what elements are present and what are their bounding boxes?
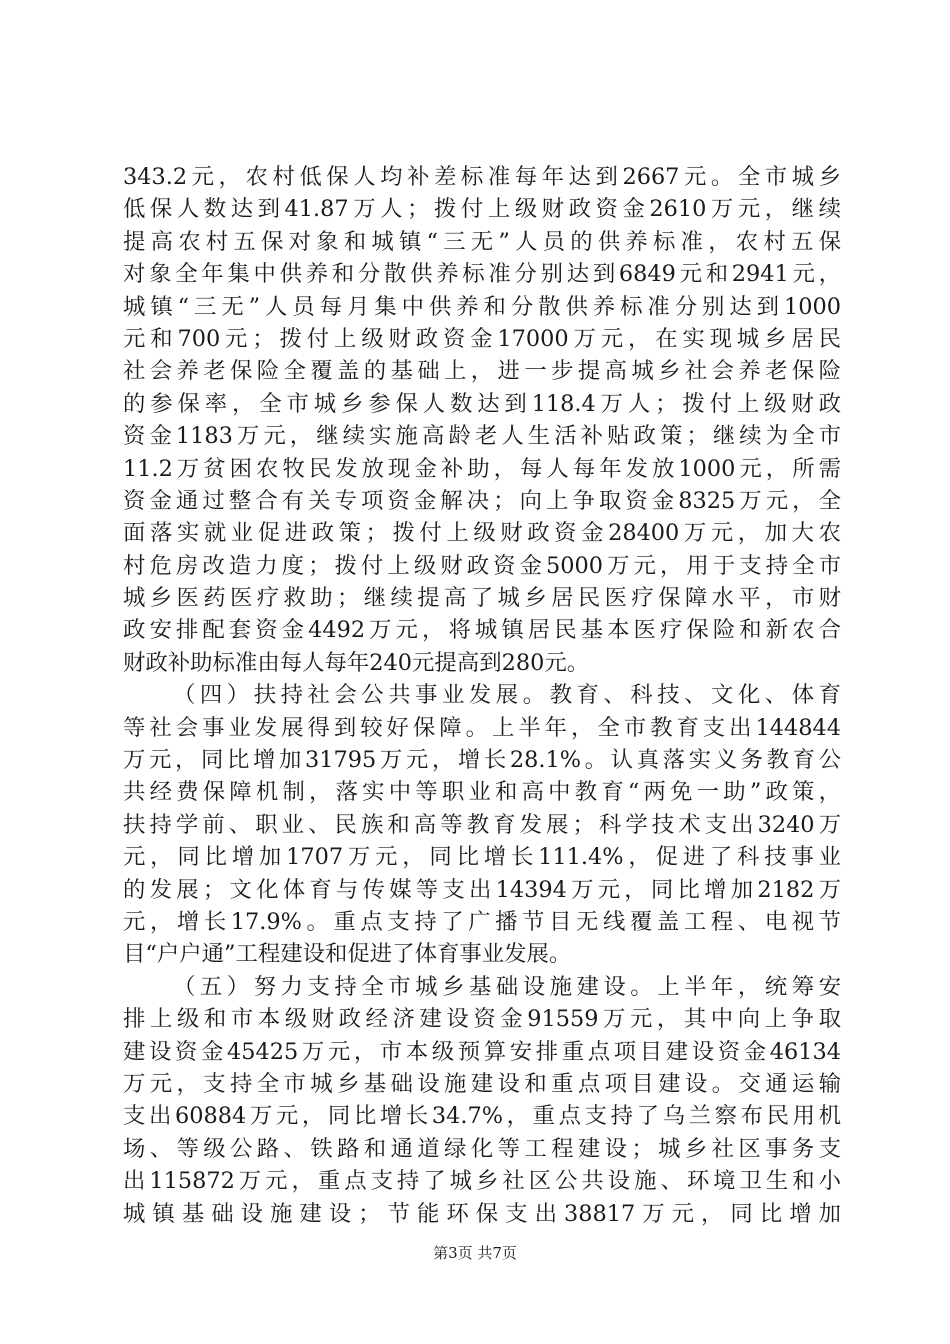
text-line: 村危房改造力度；拨付上级财政资金5000万元，用于支持全市 [123,552,841,579]
text-line: 城镇基础设施建设；节能环保支出38817万元，同比增加 [123,1200,841,1227]
text-line: 支出60884万元，同比增长34.7%，重点支持了乌兰察布民用机 [123,1103,841,1130]
text-line: 万元，同比增加31795万元，增长28.1%。认真落实义务教育公 [123,747,841,774]
text-line: 低保人数达到41.87万人；拨付上级财政资金2610万元，继续 [123,196,841,223]
text-line: 建设资金45425万元，市本级预算安排重点项目建设资金46134 [123,1038,841,1065]
text-line: （四）扶持社会公共事业发展。教育、科技、文化、体育 [173,682,841,709]
text-line: 共经费保障机制，落实中等职业和高中教育“两免一助”政策， [123,779,841,806]
text-line: 排上级和市本级财政经济建设资金91559万元，其中向上争取 [123,1006,841,1033]
text-line: 资金通过整合有关专项资金解决；向上争取资金8325万元，全 [123,487,841,514]
text-line: 资金1183万元，继续实施高龄老人生活补贴政策；继续为全市 [123,423,841,450]
text-line: 财政补助标准由每人每年240元提高到280元。 [123,649,590,676]
text-line: 11.2万贫困农牧民发放现金补助，每人每年发放1000元，所需 [123,455,841,482]
page-footer: 第3页 共7页 [433,1244,517,1262]
text-line: 对象全年集中供养和分散供养标准分别达到6849元和2941元， [123,261,841,288]
text-line: 的发展；文化体育与传媒等支出14394万元，同比增加2182万 [123,876,841,903]
text-line: 等社会事业发展得到较好保障。上半年，全市教育支出144844 [123,714,841,741]
text-line: 面落实就业促进政策；拨付上级财政资金28400万元，加大农 [123,520,841,547]
text-line: 目“户户通”工程建设和促进了体育事业发展。 [123,941,572,968]
text-line: 扶持学前、职业、民族和高等教育发展；科学技术支出3240万 [123,811,841,838]
text-line: 提高农村五保对象和城镇“三无”人员的供养标准，农村五保 [123,228,841,255]
text-line: 元，增长17.9%。重点支持了广播节目无线覆盖工程、电视节 [123,908,841,935]
text-line: 元，同比增加1707万元，同比增长111.4%，促进了科技事业 [123,844,841,871]
text-line: 社会养老保险全覆盖的基础上，进一步提高城乡社会养老保险 [123,358,841,385]
text-line: 元和700元；拨付上级财政资金17000万元，在实现城乡居民 [123,325,841,352]
document-body [123,161,841,1230]
text-line: 政安排配套资金4492万元，将城镇居民基本医疗保险和新农合 [123,617,841,644]
text-line: （五）努力支持全市城乡基础设施建设。上半年，统筹安 [173,973,841,1000]
text-line: 的参保率，全市城乡参保人数达到118.4万人；拨付上级财政 [123,390,841,417]
text-line: 出115872万元，重点支持了城乡社区公共设施、环境卫生和小 [123,1168,841,1195]
text-line: 场、等级公路、铁路和通道绿化等工程建设；城乡社区事务支 [123,1135,841,1162]
text-line: 城乡医药医疗救助；继续提高了城乡居民医疗保障水平，市财 [123,585,841,612]
text-line: 343.2元，农村低保人均补差标准每年达到2667元。全市城乡 [123,164,841,190]
text-line: 城镇“三无”人员每月集中供养和分散供养标准分别达到1000 [123,293,841,320]
text-line: 万元，支持全市城乡基础设施建设和重点项目建设。交通运输 [123,1070,841,1097]
